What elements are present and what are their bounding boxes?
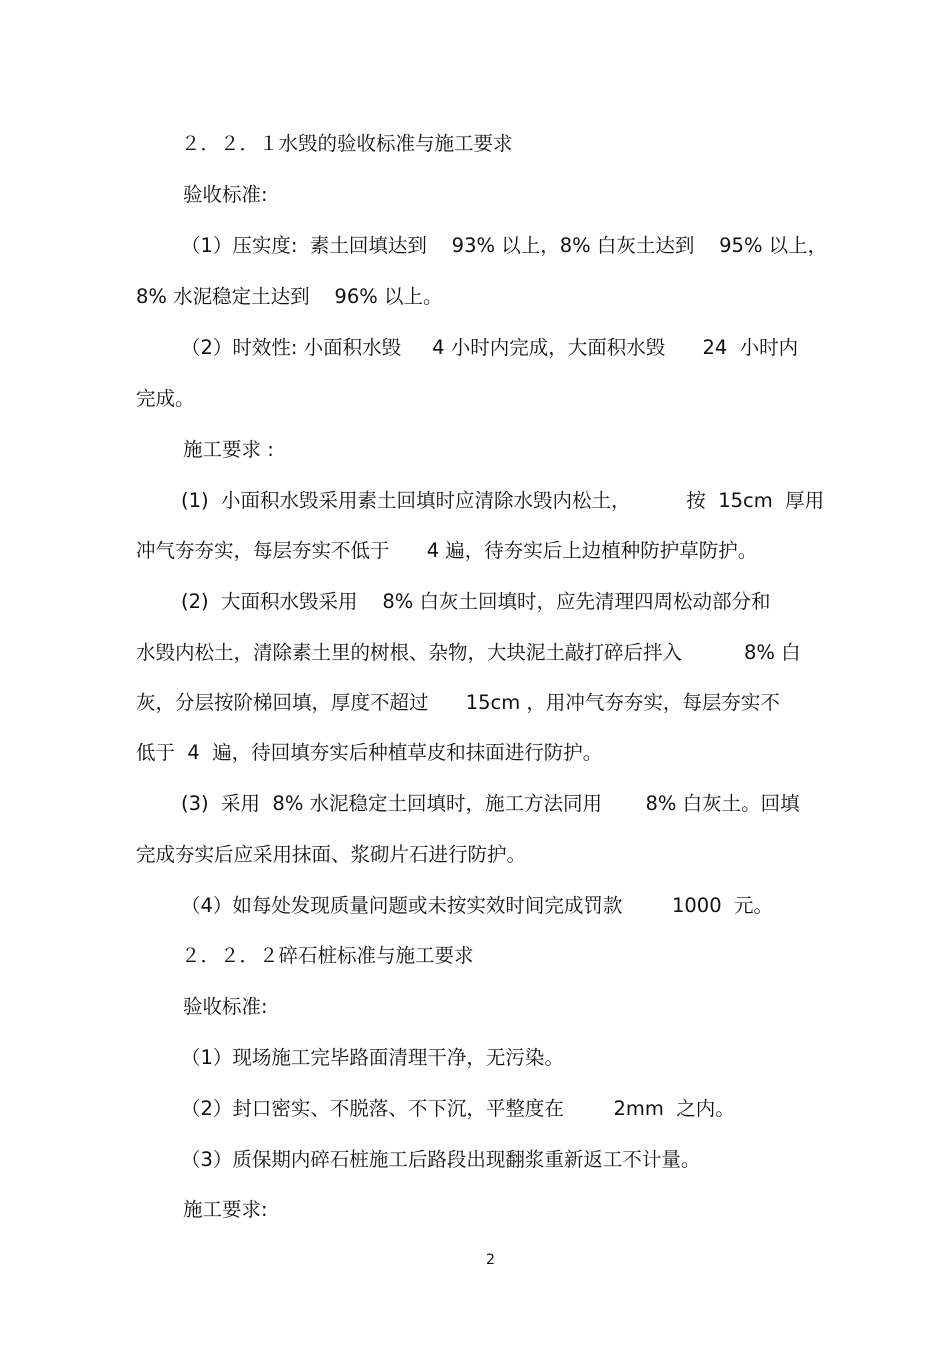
subheading-construction-requirements: 施工要求:	[183, 1198, 268, 1221]
paragraph-line: （1）现场施工完毕路面清理干净，无污染。	[181, 1046, 564, 1069]
paragraph-line: （2）时效性: 小面积水毁 4 小时内完成，大面积水毁 24 小时内	[181, 336, 799, 359]
paragraph-line: 8% 水泥稳定土达到 96% 以上。	[136, 285, 443, 308]
paragraph-line: 完成。	[136, 387, 195, 410]
paragraph-line: (3) 采用 8% 水泥稳定土回填时，施工方法同用 8% 白灰土。回填	[181, 792, 800, 815]
paragraph-line: 冲气夯夯实，每层夯实不低于 4 遍，待夯实后上边植种防护草防护。	[136, 539, 758, 562]
paragraph-line: （4）如每处发现质量问题或未按实效时间完成罚款 1000 元。	[181, 894, 774, 917]
subheading-acceptance-standard: 验收标准:	[183, 995, 268, 1018]
paragraph-line: 完成夯实后应采用抹面、浆砌片石进行防护。	[136, 843, 527, 866]
paragraph-line: 灰，分层按阶梯回填，厚度不超过 15cm ，用冲气夯夯实，每层夯实不	[136, 691, 780, 714]
page-number: 2	[486, 1252, 495, 1268]
section-heading-2-2-1: ２．２．１水毁的验收标准与施工要求	[181, 132, 513, 155]
paragraph-line: 水毁内松土，清除素土里的树根、杂物，大块泥土敲打碎后拌入 8% 白	[136, 641, 801, 664]
subheading-construction-requirements: 施工要求 :	[183, 438, 274, 461]
paragraph-line: （3）质保期内碎石桩施工后路段出现翻浆重新返工不计量。	[181, 1148, 701, 1171]
subheading-acceptance-standard: 验收标准:	[183, 183, 268, 206]
paragraph-line: (1) 小面积水毁采用素土回填时应清除水毁内松土， 按 15cm 厚用	[181, 489, 825, 512]
paragraph-line: （1）压实度: 素土回填达到 93% 以上，8% 白灰土达到 95% 以上，	[181, 234, 828, 257]
paragraph-line: 低于 4 遍，待回填夯实后种植草皮和抹面进行防护。	[136, 741, 603, 764]
paragraph-line: (2) 大面积水毁采用 8% 白灰土回填时，应先清理四周松动部分和	[181, 590, 771, 613]
section-heading-2-2-2: ２．２．２碎石桩标准与施工要求	[181, 944, 474, 967]
paragraph-line: （2）封口密实、不脱落、不下沉，平整度在 2mm 之内。	[181, 1097, 735, 1120]
